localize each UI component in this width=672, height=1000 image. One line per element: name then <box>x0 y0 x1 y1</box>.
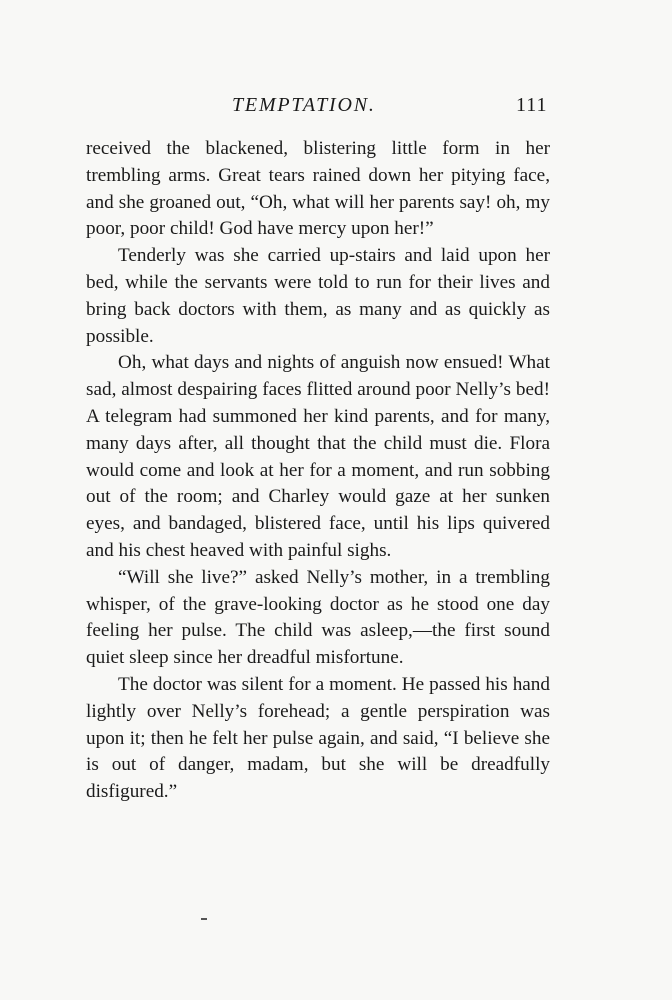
paragraph-1: received the blackened, blistering little form in her trembling arms. Great tears rained down her pitying face, and she groaned out, “Oh, what will her parents say! oh, my poor, poor child! God have mercy upon her!” <box>86 138 550 240</box>
paragraph-4: “Will she live?” asked Nelly’s mother, in a trembling whisper, of the grave-looking doctor as he stood one day feeling her pulse. The child was asleep,—the first sound quiet sleep since her dreadful misfortune. <box>86 566 550 669</box>
paragraph-2: Tenderly was she carried up-stairs and laid upon her bed, while the servants were told to run for their lives and bring back doctors with them, as many and as quickly as possible. <box>86 245 550 347</box>
running-head: TEMPTATION. <box>232 94 376 116</box>
print-speck <box>201 918 207 920</box>
body-text <box>86 136 550 806</box>
paragraph-5: The doctor was silent for a moment. He passed his hand lightly over Nelly’s forehead; a gentle perspiration was upon it; then he felt her pulse again, and said, “I believe she is out of danger, madam, but she will be dreadfully disfigured.” <box>86 673 550 803</box>
page-number: 111 <box>516 94 548 116</box>
paragraph-3: Oh, what days and nights of anguish now ensued! What sad, almost despairing faces flitted around poor Nelly’s bed! A telegram had summoned her kind parents, and for many, many days after, all thought that the child must die. Flora would come and look at her for a moment, and run sobbing out of the room; and Charley would gaze at her sunken eyes, and bandaged, blistered face, until his lips quivered and his chest heaved with painful sighs. <box>86 352 550 561</box>
